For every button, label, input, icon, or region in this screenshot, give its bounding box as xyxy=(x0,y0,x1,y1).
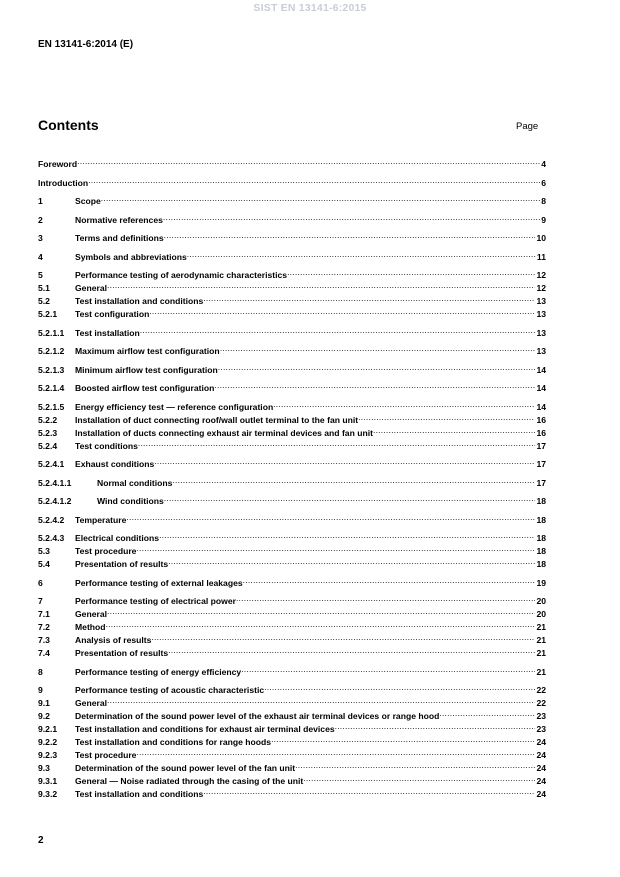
toc-entry[interactable] xyxy=(38,305,546,317)
toc-entry[interactable] xyxy=(38,542,546,554)
toc-entry-title: Normal conditions xyxy=(97,477,173,488)
toc-entry[interactable] xyxy=(38,379,546,391)
toc-dot-leader xyxy=(273,398,535,410)
toc-dot-leader xyxy=(107,605,535,617)
toc-entry-number: 9 xyxy=(38,685,43,695)
toc-entry-title: Symbols and abbreviations xyxy=(75,251,187,262)
page-column-label: Page xyxy=(516,121,539,132)
toc-dot-leader xyxy=(163,211,540,223)
toc-entry-page: 24 xyxy=(536,776,546,786)
toc-dot-leader xyxy=(149,305,535,317)
toc-dot-leader xyxy=(151,631,535,643)
toc-entry-number: 9.2 xyxy=(38,711,50,721)
contents-title: Contents xyxy=(38,117,99,133)
toc-dot-leader xyxy=(243,574,536,586)
toc-entry-number: 9.2.3 xyxy=(38,750,58,760)
toc-entry-number: 7.2 xyxy=(38,622,50,632)
toc-entry-number: 9.1 xyxy=(38,698,50,708)
toc-entry-title: Test installation and conditions for exhaust air terminal devices xyxy=(75,724,335,734)
toc-entry-title: Test installation and conditions xyxy=(75,789,204,799)
toc-entry-title: Determination of the sound power level of the fan unit xyxy=(75,763,296,773)
table-of-contents xyxy=(38,155,546,797)
toc-entry-number: 7.3 xyxy=(38,635,50,645)
toc-entry-number: 2 xyxy=(38,214,43,225)
toc-dot-leader xyxy=(168,644,535,656)
toc-entry-number: 5 xyxy=(38,270,43,280)
toc-dot-leader xyxy=(220,342,536,354)
toc-entry-page: 21 xyxy=(536,666,546,677)
toc-dot-leader xyxy=(164,229,536,241)
toc-entry-title: Performance testing of acoustic characteristic xyxy=(75,685,265,695)
toc-entry-page: 6 xyxy=(541,177,546,188)
toc-dot-leader xyxy=(164,492,536,504)
toc-entry-number: 5.2.4.2 xyxy=(38,514,65,525)
toc-entry-page: 24 xyxy=(536,737,546,747)
toc-entry-page: 23 xyxy=(536,724,546,734)
toc-entry-title: Maximum airflow test configuration xyxy=(75,346,220,356)
toc-entry[interactable] xyxy=(38,618,546,630)
toc-entry-page: 12 xyxy=(536,283,546,293)
toc-entry-title: Boosted airflow test configuration xyxy=(75,383,215,393)
toc-entry[interactable] xyxy=(38,759,546,771)
toc-entry[interactable] xyxy=(38,746,546,758)
toc-entry-page: 16 xyxy=(536,427,546,438)
toc-entry[interactable] xyxy=(38,474,546,486)
toc-dot-leader xyxy=(218,361,536,373)
toc-entry-page: 14 xyxy=(536,401,546,412)
toc-dot-leader xyxy=(136,542,535,554)
toc-dot-leader xyxy=(203,785,535,797)
toc-entry-number: 4 xyxy=(38,251,43,262)
toc-dot-leader xyxy=(373,424,535,436)
toc-entry-number: 5.2.4 xyxy=(38,440,58,451)
toc-dot-leader xyxy=(101,192,540,204)
toc-entry-number: 5.2.4.1.1 xyxy=(38,477,72,488)
toc-entry-page: 8 xyxy=(541,196,546,206)
toc-dot-leader xyxy=(172,474,535,486)
toc-entry-number: 5.2.1.4 xyxy=(38,383,65,393)
toc-entry-page: 10 xyxy=(536,233,546,243)
toc-entry-title: Scope xyxy=(75,196,101,206)
toc-entry-title: Installation of duct connecting roof/wall outlet terminal to the fan unit xyxy=(75,414,359,425)
toc-entry-page: 17 xyxy=(536,477,546,488)
toc-entry-page: 23 xyxy=(536,711,546,721)
toc-dot-leader xyxy=(140,324,536,336)
toc-entry[interactable] xyxy=(38,511,546,523)
toc-entry-page: 17 xyxy=(536,459,546,469)
toc-entry[interactable] xyxy=(38,292,546,304)
toc-entry-number: 5.3 xyxy=(38,546,50,556)
toc-dot-leader xyxy=(126,511,535,523)
toc-entry[interactable] xyxy=(38,437,546,449)
toc-entry-page: 20 xyxy=(536,609,546,619)
toc-dot-leader xyxy=(136,746,535,758)
toc-entry-title: General — Noise radiated through the casing of the unit xyxy=(75,776,304,786)
toc-entry-number: 5.2.4.1.2 xyxy=(38,496,72,506)
toc-entry-number: 6 xyxy=(38,577,43,588)
toc-entry-number: 5.2.1.1 xyxy=(38,327,65,338)
toc-entry[interactable] xyxy=(38,229,546,241)
toc-entry-title: Test installation and conditions for range hoods xyxy=(75,737,272,747)
toc-entry[interactable] xyxy=(38,455,546,467)
toc-entry-page: 13 xyxy=(536,346,546,356)
toc-entry-title: Performance testing of external leakages xyxy=(75,577,243,588)
toc-dot-leader xyxy=(107,694,535,706)
toc-entry-page: 13 xyxy=(536,309,546,319)
toc-entry-page: 22 xyxy=(536,685,546,695)
toc-entry[interactable] xyxy=(38,605,546,617)
toc-dot-leader xyxy=(107,279,535,291)
toc-entry-number: 5.2.1.5 xyxy=(38,401,65,412)
toc-entry-title: Energy efficiency test — reference configuration xyxy=(75,401,274,412)
toc-entry-title: Determination of the sound power level of the exhaust air terminal devices or range hood xyxy=(75,711,440,721)
toc-entry-page: 16 xyxy=(536,414,546,425)
toc-entry-title: Test procedure xyxy=(75,546,137,556)
toc-entry[interactable] xyxy=(38,155,546,167)
toc-dot-leader xyxy=(138,437,536,449)
toc-entry-title: Presentation of results xyxy=(75,559,169,569)
toc-dot-leader xyxy=(159,529,535,541)
toc-entry-title: Electrical conditions xyxy=(75,533,160,543)
toc-dot-leader xyxy=(439,707,535,719)
toc-dot-leader xyxy=(264,681,535,693)
toc-entry[interactable] xyxy=(38,555,546,567)
toc-entry-title: Introduction xyxy=(38,177,89,188)
toc-entry[interactable] xyxy=(38,266,546,278)
toc-dot-leader xyxy=(358,411,535,423)
toc-entry[interactable] xyxy=(38,248,546,260)
toc-dot-leader xyxy=(236,592,535,604)
toc-entry[interactable] xyxy=(38,785,546,797)
toc-entry[interactable] xyxy=(38,411,546,423)
toc-entry-number: 5.2 xyxy=(38,296,50,306)
toc-entry-number: 5.2.1.3 xyxy=(38,364,65,375)
toc-entry-title: Terms and definitions xyxy=(75,233,164,243)
toc-entry-title: Method xyxy=(75,622,106,632)
toc-dot-leader xyxy=(335,720,536,732)
toc-entry-page: 11 xyxy=(536,251,546,262)
toc-entry[interactable] xyxy=(38,733,546,745)
toc-entry-number: 5.2.4.3 xyxy=(38,533,65,543)
toc-entry-title: Presentation of results xyxy=(75,648,169,658)
toc-dot-leader xyxy=(168,555,535,567)
toc-entry[interactable] xyxy=(38,279,546,291)
toc-entry[interactable] xyxy=(38,694,546,706)
toc-entry-page: 18 xyxy=(536,514,546,525)
page-number: 2 xyxy=(38,835,44,846)
toc-entry[interactable] xyxy=(38,361,546,373)
toc-entry[interactable] xyxy=(38,492,546,504)
toc-dot-leader xyxy=(241,663,535,675)
toc-entry-page: 21 xyxy=(536,648,546,658)
toc-entry[interactable] xyxy=(38,631,546,643)
toc-entry[interactable] xyxy=(38,424,546,436)
toc-entry-page: 12 xyxy=(536,270,546,280)
toc-dot-leader xyxy=(271,733,535,745)
toc-dot-leader xyxy=(154,455,535,467)
toc-entry-title: Test installation xyxy=(75,327,140,338)
toc-entry[interactable] xyxy=(38,681,546,693)
toc-entry[interactable] xyxy=(38,644,546,656)
toc-entry-title: General xyxy=(75,609,108,619)
document-id: EN 13141-6:2014 (E) xyxy=(38,39,134,50)
toc-entry-number: 9.3.2 xyxy=(38,789,58,799)
toc-entry[interactable] xyxy=(38,342,546,354)
toc-entry-page: 21 xyxy=(536,635,546,645)
toc-entry-title: Test conditions xyxy=(75,440,138,451)
toc-entry-title: Wind conditions xyxy=(97,496,164,506)
toc-entry-title: Installation of ducts connecting exhaust air terminal devices and fan unit xyxy=(75,427,373,438)
watermark: SIST EN 13141-6:2015 xyxy=(253,2,367,14)
toc-entry-page: 18 xyxy=(536,533,546,543)
toc-entry-number: 7.1 xyxy=(38,609,50,619)
toc-dot-leader xyxy=(303,772,535,784)
toc-entry-title: Test installation and conditions xyxy=(75,296,204,306)
toc-entry-title: Temperature xyxy=(75,514,127,525)
toc-entry-number: 5.2.1 xyxy=(38,309,58,319)
toc-dot-leader xyxy=(187,248,536,260)
toc-entry-title: Performance testing of energy efficiency xyxy=(75,666,242,677)
toc-entry-title: Test configuration xyxy=(75,309,150,319)
toc-entry-page: 18 xyxy=(536,546,546,556)
toc-entry[interactable] xyxy=(38,324,546,336)
toc-entry-page: 24 xyxy=(536,789,546,799)
toc-entry-number: 9.3.1 xyxy=(38,776,58,786)
toc-entry-title: Test procedure xyxy=(75,750,137,760)
toc-entry-number: 9.2.1 xyxy=(38,724,58,734)
toc-entry[interactable] xyxy=(38,707,546,719)
toc-entry-number: 1 xyxy=(38,196,43,206)
toc-entry-number: 8 xyxy=(38,666,43,677)
toc-entry-page: 18 xyxy=(536,496,546,506)
toc-entry-page: 14 xyxy=(536,383,546,393)
toc-entry-page: 13 xyxy=(536,327,546,338)
toc-dot-leader xyxy=(77,155,540,167)
toc-entry-number: 9.2.2 xyxy=(38,737,58,747)
toc-entry-page: 17 xyxy=(536,440,546,451)
toc-entry-number: 5.2.3 xyxy=(38,427,58,438)
toc-entry-title: Analysis of results xyxy=(75,635,152,645)
toc-entry[interactable] xyxy=(38,720,546,732)
toc-entry-title: Exhaust conditions xyxy=(75,459,155,469)
toc-entry[interactable] xyxy=(38,211,546,223)
toc-entry-number: 5.2.4.1 xyxy=(38,459,65,469)
toc-dot-leader xyxy=(106,618,536,630)
toc-entry[interactable] xyxy=(38,529,546,541)
toc-entry-number: 7 xyxy=(38,596,43,606)
toc-entry-title: Normative references xyxy=(75,214,163,225)
toc-entry[interactable] xyxy=(38,772,546,784)
toc-entry-page: 24 xyxy=(536,750,546,760)
toc-entry[interactable] xyxy=(38,574,546,586)
toc-dot-leader xyxy=(214,379,535,391)
toc-dot-leader xyxy=(295,759,535,771)
toc-entry-page: 24 xyxy=(536,763,546,773)
toc-entry[interactable] xyxy=(38,663,546,675)
toc-entry-page: 18 xyxy=(536,559,546,569)
toc-entry-page: 4 xyxy=(541,159,546,169)
toc-entry[interactable] xyxy=(38,398,546,410)
toc-entry-number: 7.4 xyxy=(38,648,50,658)
toc-entry-title: General xyxy=(75,698,108,708)
toc-entry-page: 19 xyxy=(536,577,546,588)
toc-entry[interactable] xyxy=(38,192,546,204)
toc-entry[interactable] xyxy=(38,592,546,604)
toc-entry-title: Minimum airflow test configuration xyxy=(75,364,218,375)
toc-entry-page: 20 xyxy=(536,596,546,606)
toc-entry-page: 13 xyxy=(536,296,546,306)
toc-entry-page: 9 xyxy=(541,214,546,225)
toc-dot-leader xyxy=(287,266,535,278)
toc-entry-number: 5.2.2 xyxy=(38,414,58,425)
toc-entry-number: 5.2.1.2 xyxy=(38,346,65,356)
toc-entry-page: 14 xyxy=(536,364,546,375)
toc-entry-title: Performance testing of electrical power xyxy=(75,596,236,606)
toc-dot-leader xyxy=(88,174,540,186)
toc-entry-title: General xyxy=(75,283,108,293)
toc-entry[interactable] xyxy=(38,174,546,186)
toc-entry-page: 21 xyxy=(536,622,546,632)
toc-entry-number: 3 xyxy=(38,233,43,243)
toc-entry-title: Foreword xyxy=(38,159,78,169)
toc-dot-leader xyxy=(203,292,535,304)
toc-entry-number: 5.4 xyxy=(38,559,50,569)
toc-entry-number: 5.1 xyxy=(38,283,50,293)
toc-entry-page: 22 xyxy=(536,698,546,708)
toc-entry-number: 9.3 xyxy=(38,763,50,773)
toc-entry-title: Performance testing of aerodynamic characteristics xyxy=(75,270,288,280)
